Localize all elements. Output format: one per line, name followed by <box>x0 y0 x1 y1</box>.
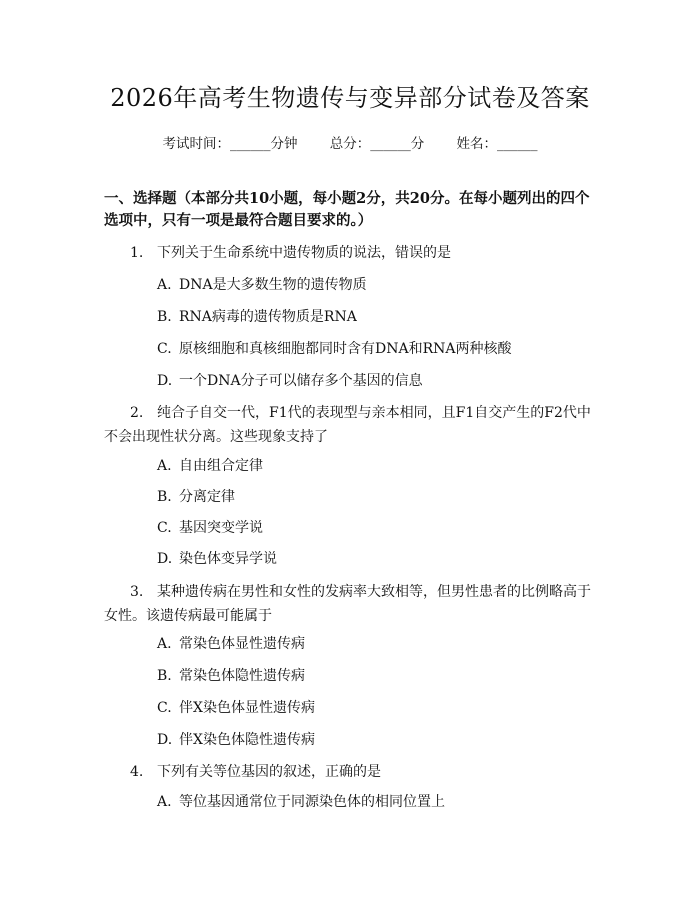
option-letter: B. <box>157 668 172 684</box>
option-letter: D. <box>157 551 173 567</box>
option-letter: B. <box>157 489 172 505</box>
section-heading: 一、选择题（本部分共10小题，每小题2分，共20分。在每小题列出的四个选项中，只有一项是最符合题目要求的。） <box>104 190 590 229</box>
option-text: DNA是大多数生物的遗传物质 <box>179 277 367 293</box>
page-title: 2026年高考生物遗传与变异部分试卷及答案 <box>110 84 590 112</box>
option-text: RNA病毒的遗传物质是RNA <box>179 309 357 325</box>
option-text: 等位基因通常位于同源染色体的相同位置上 <box>179 794 445 810</box>
option-letter: A. <box>157 458 172 474</box>
option-letter: C. <box>157 520 172 536</box>
option-text: 常染色体显性遗传病 <box>179 636 305 652</box>
option-2c <box>157 518 263 538</box>
option-letter: A. <box>157 277 172 293</box>
option-3c <box>157 698 315 718</box>
option-text: 常染色体隐性遗传病 <box>179 668 305 684</box>
question-text: 某种遗传病在男性和女性的发病率大致相等，但男性患者的比例略高于女性。该遗传病最可能属于 <box>104 584 591 624</box>
option-letter: A. <box>157 636 172 652</box>
option-text: 染色体变异学说 <box>179 551 277 567</box>
total-score-field: 总分：______分 <box>329 136 425 152</box>
option-text: 分离定律 <box>179 489 235 505</box>
exam-info-line <box>0 132 700 152</box>
question-1 <box>104 241 600 265</box>
option-2a <box>157 456 263 476</box>
question-number: 2. <box>130 405 144 421</box>
option-3d <box>157 730 315 750</box>
question-text: 纯合子自交一代，F1代的表现型与亲本相同，且F1自交产生的F2代中不会出现性状分离。这些现象支持了 <box>104 405 591 445</box>
question-2 <box>104 401 600 449</box>
option-4a <box>157 792 445 812</box>
question-number: 1. <box>130 245 144 261</box>
option-letter: B. <box>157 309 172 325</box>
option-text: 原核细胞和真核细胞都同时含有DNA和RNA两种核酸 <box>179 341 512 357</box>
option-3a <box>157 634 305 654</box>
option-text: 伴X染色体显性遗传病 <box>179 700 315 716</box>
question-text: 下列有关等位基因的叙述，正确的是 <box>157 764 381 780</box>
exam-time-field: 考试时间：______分钟 <box>162 136 298 152</box>
option-text: 基因突变学说 <box>179 520 263 536</box>
option-letter: C. <box>157 341 172 357</box>
option-1a <box>157 275 367 295</box>
option-letter: A. <box>157 794 172 810</box>
question-number: 3. <box>130 584 144 600</box>
option-letter: C. <box>157 700 172 716</box>
option-letter: D. <box>157 373 173 389</box>
option-3b <box>157 666 305 686</box>
option-letter: D. <box>157 732 173 748</box>
option-1b <box>157 307 357 327</box>
question-4 <box>104 760 600 784</box>
option-1d <box>157 371 423 391</box>
question-text: 下列关于生命系统中遗传物质的说法，错误的是 <box>157 245 451 261</box>
option-2b <box>157 487 235 507</box>
option-text: 一个DNA分子可以储存多个基因的信息 <box>179 373 423 389</box>
option-2d <box>157 549 277 569</box>
option-text: 伴X染色体隐性遗传病 <box>179 732 315 748</box>
student-name-field: 姓名：______ <box>456 136 538 152</box>
option-1c <box>157 339 512 359</box>
option-text: 自由组合定律 <box>179 458 263 474</box>
question-3 <box>104 580 600 628</box>
question-number: 4. <box>130 764 144 780</box>
